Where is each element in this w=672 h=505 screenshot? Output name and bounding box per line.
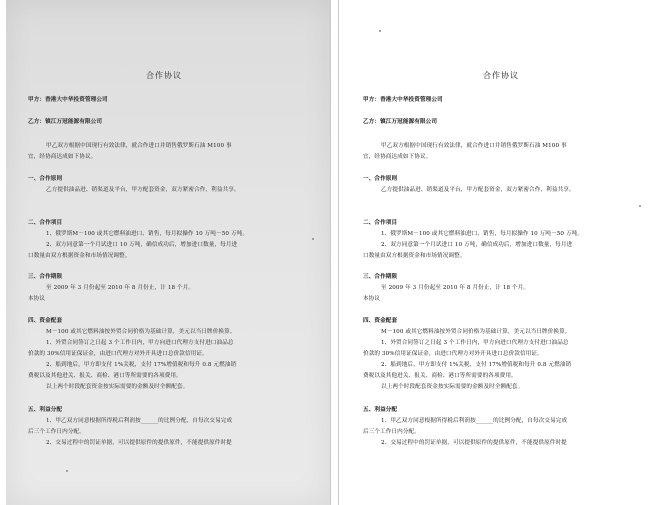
section-2-line: 2、双方同意第一个月试进口 10 万吨，确信成功后，增加进口数量，每月进: [46, 242, 238, 248]
section-5-line: 后三个工作日内分配。: [28, 429, 85, 435]
section-4-title: 四、资金配套: [363, 318, 398, 324]
intro-line: 甲乙双方根据中国现行有效法律，就合作进口并销售俄罗斯石油 M100 事: [46, 143, 232, 149]
section-4-line: 价款的 30%信用证保证金，由进口代理方对外开具进口总价款信用证。: [28, 351, 208, 357]
section-3-line: 至 2009 年 3 月份起至 2010 年 8 月份止，计 18 个月。: [381, 285, 530, 291]
section-4-title: 四、资金配套: [28, 318, 63, 324]
section-5-title: 五、利益分配: [363, 407, 398, 413]
section-2-title: 二、合作项目: [363, 220, 398, 226]
section-3-line: 本协议: [28, 296, 46, 302]
section-2-line: 口数量由双方根据资金和市场情况调整。: [363, 253, 466, 259]
section-5-line: 2、交易过程中的罚证单据，可以提供原件的提供原件，不能提供原件时提: [46, 440, 232, 446]
section-2-title: 二、合作项目: [28, 220, 63, 226]
scan-speck: [66, 470, 68, 472]
section-4-line: 2、船到地后，甲方即支付 1%关税，支付 17%增值税和每升 0.8 元燃油销: [381, 362, 572, 368]
doc-title: 合作协议: [146, 71, 182, 80]
section-5-line: 1、甲乙双方同意根据所得税后利润按______的比例分配，自每次交易完成: [46, 418, 233, 424]
section-5-line: 2、交易过程中的罚证单据，可以提供原件的提供原件，不能提供原件时提: [381, 440, 567, 446]
section-4-line: 2、船到地后，甲方即支付 1%关税，支付 17%增值税和每升 0.8 元燃油销: [46, 362, 237, 368]
doc-title: 合作协议: [483, 71, 519, 80]
section-4-line: M－100 或其它燃料油按外贸合同价格为基础计算，美元以当日牌价换算。: [46, 329, 236, 335]
section-2-line: 2、双方同意第一个月试进口 10 万吨，确信成功后，增加进口数量，每月进: [381, 242, 573, 248]
section-3-line: 本协议: [363, 296, 381, 302]
section-4-line: 1、外贸合同签订之日起 3 个工作日内，甲方向进口代理方支付进口油品总: [46, 340, 234, 346]
section-4-line: 价款的 30%信用证保证金，由进口代理方对外开具进口总价款信用证。: [363, 351, 543, 357]
scan-speck: [379, 30, 381, 32]
section-1-title: 一、合作原则: [363, 176, 398, 182]
party-a: 甲方：香港大中华投资管理公司: [28, 97, 108, 103]
section-2-line: 1、俄罗斯M－100 或其它燃料油进口、销售，每月拟操作 10 万吨－50 万吨。: [381, 231, 584, 237]
intro-line: 宜，经协商达成如下协议。: [28, 154, 97, 160]
section-4-line: M－100 或其它燃料油按外贸合同价格为基础计算，美元以当日牌价换算。: [381, 329, 571, 335]
section-5-line: 后三个工作日内分配。: [363, 429, 420, 435]
section-2-line: 口数量由双方根据资金和市场情况调整。: [28, 253, 131, 259]
scan-page-right: [339, 0, 668, 505]
section-1-line: 乙方提供油品进、销渠道及平台，甲方配套资金，双方紧密合作，利益共享。: [381, 187, 575, 193]
section-1-line: 乙方提供油品进、销渠道及平台，甲方配套资金，双方紧密合作，利益共享。: [46, 187, 240, 193]
section-4-line: 1、外贸合同签订之日起 3 个工作日内，甲方向进口代理方支付进口油品总: [381, 340, 569, 346]
section-2-line: 1、俄罗斯M－100 或其它燃料油进口、销售，每月拟操作 10 万吨－50 万吨。: [46, 231, 249, 237]
party-b: 乙方：镇江万冠能源有限公司: [363, 119, 438, 125]
intro-line: 甲乙双方根据中国现行有效法律，就合作进口并销售俄罗斯石油 M100 事: [381, 143, 567, 149]
section-4-line: 费税以及其他进关、报关、商检、港口等所需要的各项费用。: [28, 373, 182, 379]
section-3-title: 三、合作期限: [28, 274, 63, 280]
party-a: 甲方：香港大中华投资管理公司: [363, 97, 443, 103]
section-3-title: 三、合作期限: [363, 274, 398, 280]
scan-speck: [639, 205, 641, 207]
section-5-line: 1、甲乙双方同意根据所得税后利润按______的比例分配，自每次交易完成: [381, 418, 568, 424]
section-4-line: 以上两个时段配套资金按实际需要的金额及时全额配套。: [46, 384, 189, 390]
section-4-line: 费税以及其他进关、报关、商检、港口等所需要的各项费用。: [363, 373, 517, 379]
scan-page-left: [6, 0, 330, 505]
section-5-title: 五、利益分配: [28, 407, 63, 413]
section-4-line: 以上两个时段配套资金按实际需要的金额及时全额配套。: [381, 384, 524, 390]
scan-speck: [312, 238, 314, 240]
section-1-title: 一、合作原则: [28, 176, 63, 182]
intro-line: 宜，经协商达成如下协议。: [363, 154, 432, 160]
section-3-line: 至 2009 年 3 月份起至 2010 年 8 月份止，计 18 个月。: [46, 285, 195, 291]
party-b: 乙方：镇江万冠能源有限公司: [28, 119, 103, 125]
